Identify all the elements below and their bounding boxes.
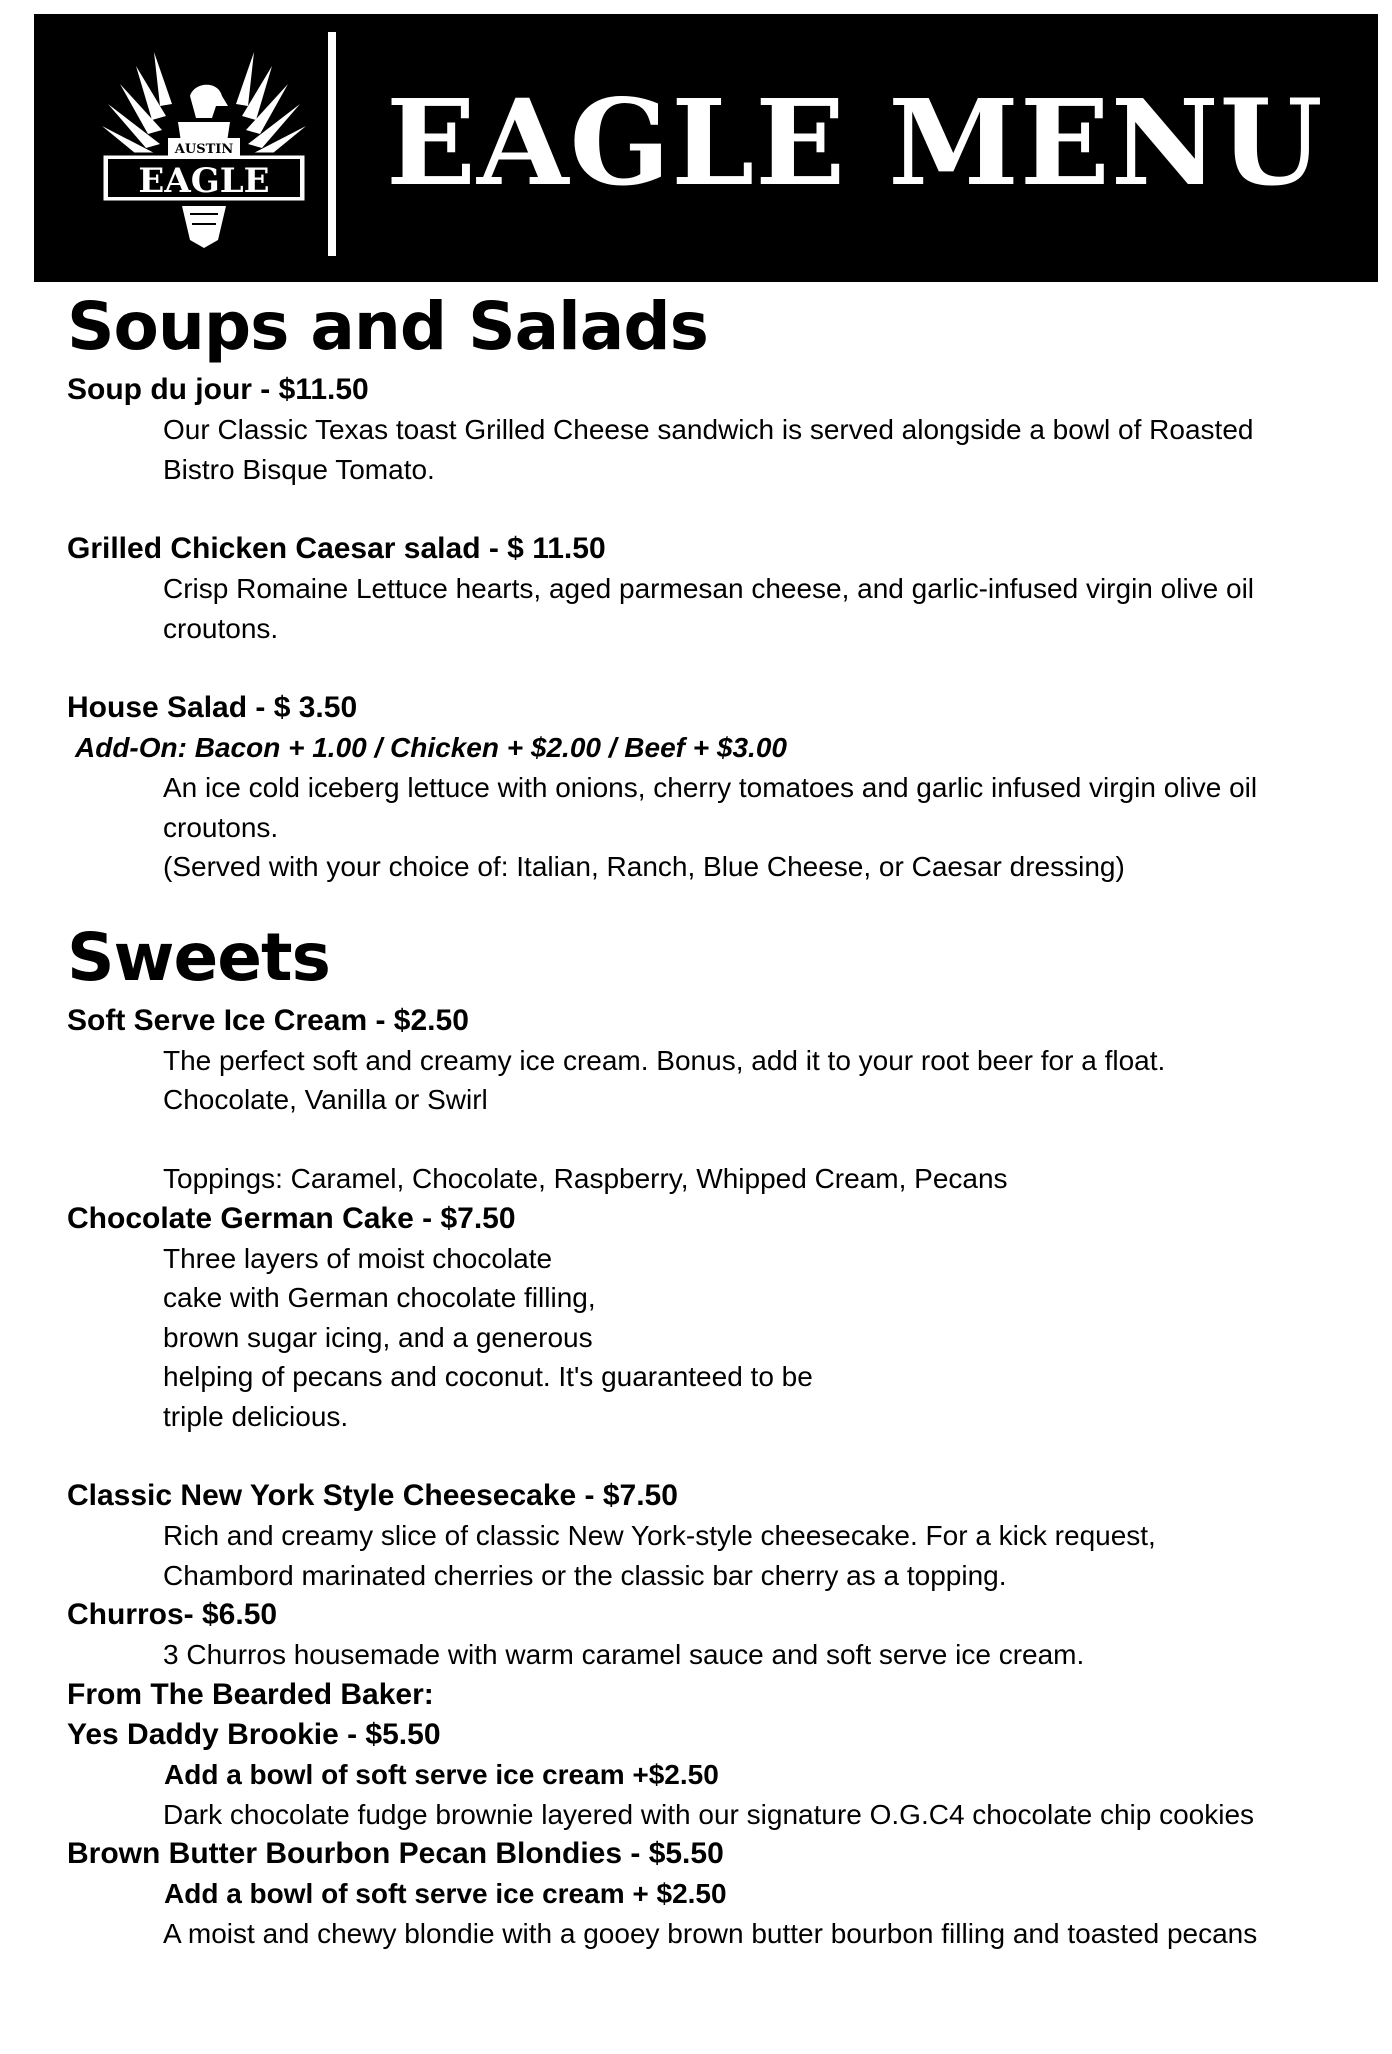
item-desc: Bistro Bisque Tomato.: [163, 453, 435, 485]
item-title-churros: Churros- $6.50: [67, 1598, 278, 1631]
item-desc: Three layers of moist chocolate: [163, 1242, 553, 1274]
item-title-blondies: Brown Butter Bourbon Pecan Blondies - $5.50: [67, 1837, 724, 1870]
item-title-cheesecake: Classic New York Style Cheesecake - $7.50: [67, 1479, 678, 1512]
baker-heading: From The Bearded Baker:: [67, 1677, 434, 1711]
item-toppings: Toppings: Caramel, Chocolate, Raspberry, Whipped Cream, Pecans: [163, 1163, 1008, 1194]
item-desc: helping of pecans and coconut. It's guaranteed to be: [163, 1361, 813, 1392]
item-desc: Dark chocolate fudge brownie layered with our signature O.G.C4 chocolate chip cookies: [163, 1798, 1255, 1830]
item-desc: (Served with your choice of: Italian, Ranch, Blue Cheese, or Caesar dressing): [163, 851, 1125, 882]
menu-content: [67, 290, 1367, 1954]
item-addon: Add a bowl of soft serve ice cream +$2.50: [164, 1758, 719, 1790]
item-title-brookie: Yes Daddy Brookie - $5.50: [67, 1717, 441, 1751]
header-divider: [328, 32, 336, 256]
item-desc: An ice cold iceberg lettuce with onions, cherry tomatoes and garlic infused virgin olive oil: [163, 772, 1258, 803]
item-desc: triple delicious.: [163, 1400, 349, 1432]
page-title: EAGLE MENU: [386, 73, 1324, 212]
item-addon: Add-On: Bacon + 1.00 / Chicken + $2.00 / Beef + $3.00: [75, 732, 787, 763]
item-desc: cake with German chocolate filling,: [163, 1282, 596, 1313]
item-desc: croutons.: [163, 811, 279, 843]
item-desc: croutons.: [163, 612, 279, 644]
logo-austin-text: AUSTIN: [174, 142, 234, 157]
eagle-logo: [94, 44, 314, 254]
section-title-soups-salads: Soups and Salads: [67, 288, 708, 365]
item-title-house-salad: House Salad - $ 3.50: [67, 691, 358, 724]
item-title-soft-serve: Soft Serve Ice Cream - $2.50: [67, 1003, 469, 1037]
item-title-soup: Soup du jour - $11.50: [67, 373, 369, 406]
item-title-caesar: Grilled Chicken Caesar salad - $ 11.50: [67, 532, 606, 565]
item-desc: A moist and chewy blondie with a gooey brown butter bourbon filling and toasted pecans: [163, 1918, 1258, 1949]
item-desc: Our Classic Texas toast Grilled Cheese sandwich is served alongside a bowl of Roasted: [163, 414, 1254, 445]
item-addon: Add a bowl of soft serve ice cream + $2.50: [164, 1878, 727, 1909]
item-desc: The perfect soft and creamy ice cream. Bonus, add it to your root beer for a float.: [163, 1044, 1166, 1076]
item-title-german-cake: Chocolate German Cake - $7.50: [67, 1201, 516, 1235]
section-title-sweets: Sweets: [67, 918, 330, 996]
item-desc: Rich and creamy slice of classic New York-style cheesecake. For a kick request,: [163, 1520, 1156, 1551]
menu-header: [34, 14, 1378, 282]
item-desc: brown sugar icing, and a generous: [163, 1321, 593, 1353]
item-desc: Chocolate, Vanilla or Swirl: [163, 1084, 488, 1115]
item-desc: Crisp Romaine Lettuce hearts, aged parmesan cheese, and garlic-infused virgin olive oil: [163, 573, 1255, 604]
logo-eagle-text: EAGLE: [138, 161, 270, 201]
item-desc: Chambord marinated cherries or the classic bar cherry as a topping.: [163, 1559, 1007, 1591]
item-desc: 3 Churros housemade with warm caramel sauce and soft serve ice cream.: [163, 1639, 1085, 1670]
